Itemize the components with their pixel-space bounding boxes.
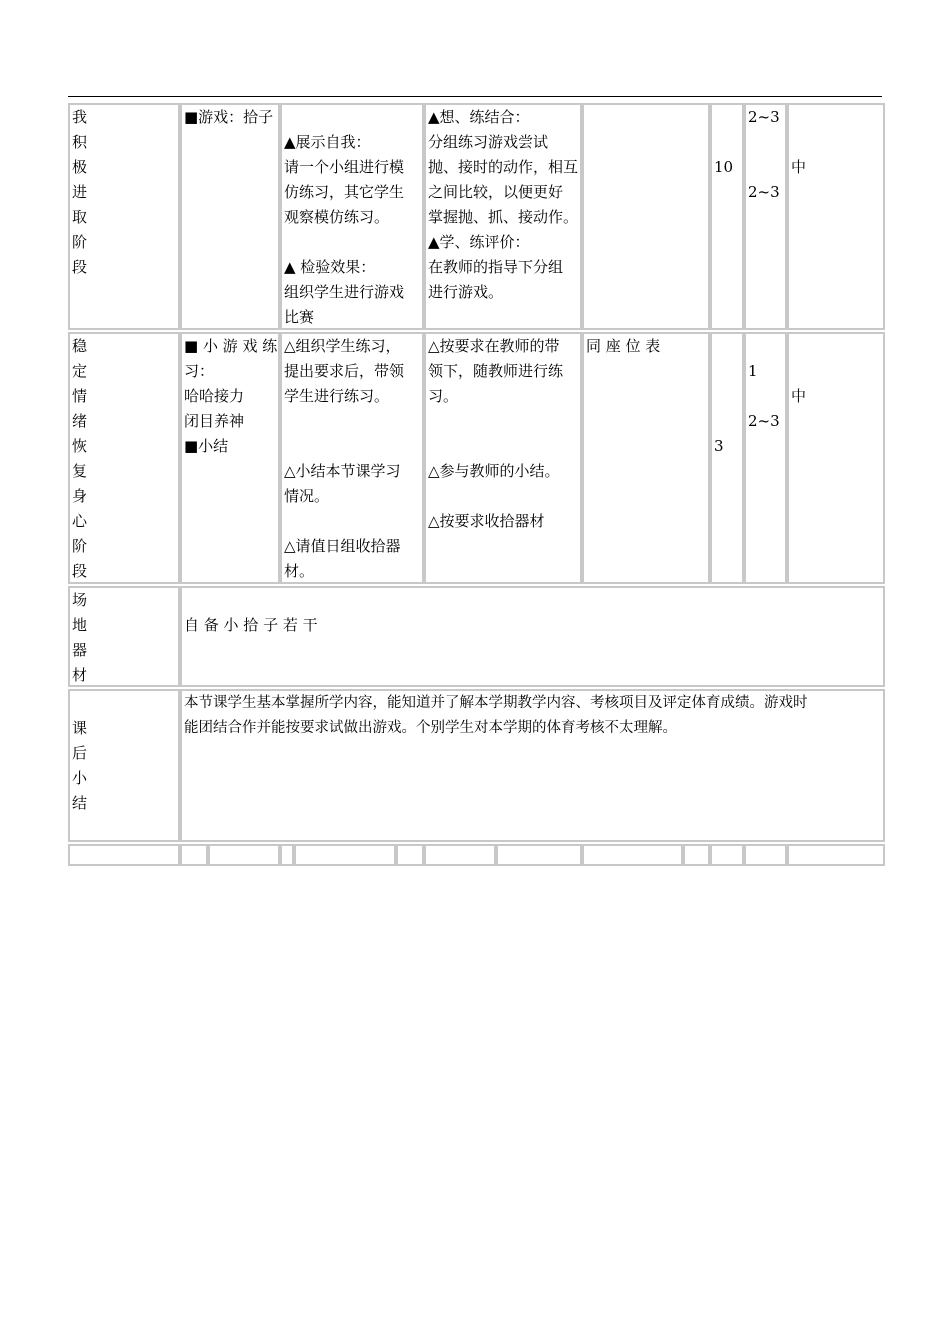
venue-text: 自 备 小 拾 子 若 干 <box>184 616 318 634</box>
organization-line: 同 座 位 表 <box>586 337 661 355</box>
time-line <box>714 409 740 434</box>
teacher-line: 情况。 <box>284 487 330 505</box>
teacher-activity-cell <box>280 103 424 330</box>
student-line <box>428 409 578 434</box>
student-line: △按要求收拾器材 <box>428 512 545 530</box>
teacher-line <box>284 434 420 459</box>
summary-label-char: 课 <box>72 719 88 737</box>
stage-char: 阶 <box>72 537 88 555</box>
count-line <box>748 384 783 409</box>
student-line: △按要求在教师的带 <box>428 337 560 355</box>
summary-label-char: 结 <box>72 794 88 812</box>
empty-cell <box>582 844 683 866</box>
stage-char: 进 <box>72 183 88 201</box>
stage-char: 段 <box>72 562 88 580</box>
intensity-line <box>791 359 881 384</box>
student-line: 在教师的指导下分组 <box>428 258 564 276</box>
stage-char: 段 <box>72 258 88 276</box>
empty-cell <box>208 844 280 866</box>
count-cell <box>744 103 787 330</box>
student-line: 之间比较，以便更好 <box>428 183 564 201</box>
stage-cell-calm <box>68 332 180 584</box>
time-cell <box>710 103 744 330</box>
stage-char: 积 <box>72 133 88 151</box>
intensity-cell <box>787 103 885 330</box>
teacher-line: 提出要求后，带领 <box>284 362 405 380</box>
stage-char: 取 <box>72 208 88 226</box>
stage-char: 恢 <box>72 437 88 455</box>
teacher-line: 请一个小组进行模 <box>284 158 405 176</box>
content-line: ■小结 <box>184 437 229 455</box>
venue-line <box>184 588 881 613</box>
content-cell <box>180 103 280 330</box>
empty-cell <box>710 844 744 866</box>
student-line <box>428 484 578 509</box>
organization-cell <box>582 103 710 330</box>
count-value: 1 <box>748 362 758 380</box>
count-cell <box>744 332 787 584</box>
count-value: 2~3 <box>748 183 780 201</box>
time-cell <box>710 332 744 584</box>
venue-label-char: 地 <box>72 616 88 634</box>
stage-char: 极 <box>72 158 88 176</box>
student-line: 习。 <box>428 387 459 405</box>
empty-cell <box>68 844 180 866</box>
intensity-value: 中 <box>791 158 807 176</box>
student-line: 进行游戏。 <box>428 283 504 301</box>
stage-cell-active <box>68 103 180 330</box>
intensity-line <box>791 130 881 155</box>
student-line: 领下，随教师进行练 <box>428 362 564 380</box>
teacher-line: △组织学生练习， <box>284 337 401 355</box>
summary-label-char: 后 <box>72 744 88 762</box>
student-line: ▲学、练评价： <box>428 233 530 251</box>
intensity-line <box>791 105 881 130</box>
venue-label-char: 器 <box>72 641 88 659</box>
teacher-line: 材。 <box>284 562 315 580</box>
count-value: 2~3 <box>748 108 780 126</box>
venue-label-char: 场 <box>72 591 88 609</box>
venue-label-char: 材 <box>72 666 88 684</box>
teacher-line: 比赛 <box>284 308 315 326</box>
stage-char: 定 <box>72 362 88 380</box>
content-line: ■游戏：拾子 <box>184 108 274 126</box>
empty-cell <box>744 844 787 866</box>
empty-cell <box>787 844 885 866</box>
teacher-activity-cell <box>280 332 424 584</box>
student-line: 抛、接时的动作，相互 <box>428 158 579 176</box>
summary-line <box>72 691 176 716</box>
teacher-line <box>284 509 420 534</box>
student-activity-cell <box>424 103 582 330</box>
teacher-line: ▲展示自我： <box>284 133 371 151</box>
teacher-line <box>284 409 420 434</box>
teacher-line: 观察模仿练习。 <box>284 208 390 226</box>
student-line: △参与教师的小结。 <box>428 462 560 480</box>
stage-char: 身 <box>72 487 88 505</box>
stage-char: 我 <box>72 108 88 126</box>
content-line: 习： <box>184 362 215 380</box>
summary-line: 能团结合作并能按要求试做出游戏。个别学生对本学期的体育考核不太理解。 <box>184 720 677 736</box>
empty-cell <box>396 844 424 866</box>
venue-equipment-cell <box>180 586 885 687</box>
stage-char: 心 <box>72 512 88 530</box>
student-line: 掌握抛、抓、接动作。 <box>428 208 579 226</box>
stage-char: 复 <box>72 462 88 480</box>
teacher-line: 组织学生进行游戏 <box>284 283 405 301</box>
student-line <box>428 434 578 459</box>
student-activity-cell <box>424 332 582 584</box>
organization-cell <box>582 332 710 584</box>
empty-cell <box>496 844 582 866</box>
teacher-line: 学生进行练习。 <box>284 387 390 405</box>
content-cell <box>180 332 280 584</box>
teacher-line <box>284 230 420 255</box>
time-line <box>714 384 740 409</box>
intensity-cell <box>787 332 885 584</box>
student-line: ▲想、练结合： <box>428 108 530 126</box>
stage-char: 情 <box>72 387 88 405</box>
empty-cell <box>424 844 496 866</box>
empty-cell <box>683 844 710 866</box>
teacher-line <box>284 105 420 130</box>
empty-cell <box>280 844 294 866</box>
time-value: 10 <box>714 158 734 176</box>
empty-cell <box>294 844 396 866</box>
time-line <box>714 105 740 130</box>
empty-cell <box>180 844 208 866</box>
summary-label-char: 小 <box>72 769 88 787</box>
time-line <box>714 334 740 359</box>
organization-line <box>586 105 706 130</box>
stage-char: 阶 <box>72 233 88 251</box>
top-rule <box>68 96 882 97</box>
venue-label-cell <box>68 586 180 687</box>
teacher-line: 仿练习，其它学生 <box>284 183 405 201</box>
content-line: 闭目养神 <box>184 412 245 430</box>
stage-char: 绪 <box>72 412 88 430</box>
stage-char: 稳 <box>72 337 88 355</box>
count-value: 2~3 <box>748 412 780 430</box>
summary-label-cell <box>68 689 180 842</box>
intensity-line <box>791 334 881 359</box>
count-line <box>748 130 783 155</box>
count-line <box>748 334 783 359</box>
intensity-value: 中 <box>791 387 807 405</box>
summary-text-cell <box>180 689 885 842</box>
time-value: 3 <box>714 437 724 455</box>
time-line <box>714 359 740 384</box>
time-line <box>714 130 740 155</box>
content-line: 哈哈接力 <box>184 387 245 405</box>
content-line: ■ 小 游 戏 练 <box>184 337 278 355</box>
teacher-line: ▲ 检验效果： <box>284 258 376 276</box>
count-line <box>748 155 783 180</box>
student-line: 分组练习游戏尝试 <box>428 133 549 151</box>
summary-line: 本节课学生基本掌握所学内容，能知道并了解本学期教学内容、考核项目及评定体育成绩。游戏时 <box>184 695 808 711</box>
teacher-line: △请值日组收拾器 <box>284 537 401 555</box>
teacher-line: △小结本节课学习 <box>284 462 401 480</box>
